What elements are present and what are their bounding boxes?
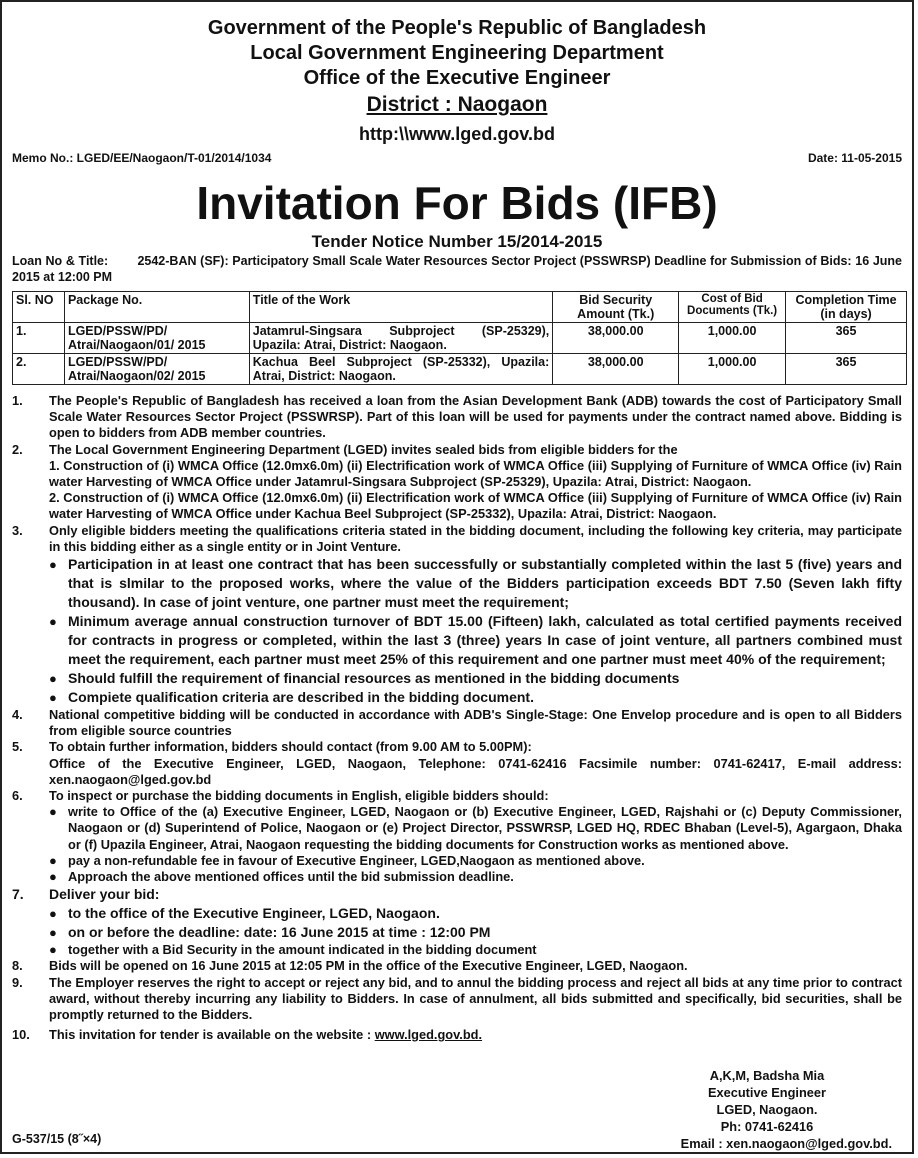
bullet-icon: ●: [49, 942, 57, 958]
col-header-sl: Sl. NO: [13, 292, 65, 323]
clause-2-work-1: [12, 458, 902, 490]
clause-9: [12, 975, 902, 1024]
clause-3-bullets: [12, 555, 902, 707]
tender-notice-number: Tender Notice Number 15/2014-2015: [311, 232, 603, 251]
list-item: [49, 688, 902, 707]
package-table: [12, 291, 907, 385]
notice-body: [2, 393, 912, 1043]
clause-1: [12, 393, 902, 442]
signatory-phone: Ph: 0741-62416: [720, 1119, 814, 1134]
clause-6: [12, 788, 902, 804]
table-row: [13, 323, 907, 354]
footer-code: G-537/15 (8˝×4): [12, 1132, 102, 1146]
clause-text: The People's Republic of Bangladesh has received a loan from the Asian Development Bank (ADB) towards the cost of Participatory Small Scale Water Resources Sector Project (PSSWRSP). Part of this loan will be used for payments under the contract named above. Bidding is open to bidders from ADB member countries.: [49, 393, 902, 441]
clause-8: [12, 958, 902, 974]
clause-number: 4.: [12, 707, 23, 723]
list-item: [49, 555, 902, 612]
clause-5: [12, 739, 902, 755]
cell-title: Jatamrul-Singsara Subproject (SP-25329), Upazila: Atrai, District: Naogaon.: [249, 323, 553, 354]
clause-4: [12, 707, 902, 739]
clause-number: 1.: [12, 393, 23, 408]
bullet-icon: ●: [49, 690, 57, 706]
cell-package: LGED/PSSW/PD/ Atrai/Naogaon/01/ 2015: [64, 323, 249, 354]
clause-7-bullets: [12, 904, 902, 958]
clause-number: 7.: [12, 886, 24, 903]
clause-number: 9.: [12, 974, 23, 990]
cell-title: Kachua Beel Subproject (SP-25332), Upazila: Atrai, District: Naogaon.: [249, 354, 553, 385]
loan-info: Loan No & Title: 2542-BAN (SF): Participatory Small Scale Water Resources Sector Project (PSSWRSP) Deadline for Submission of Bids: 16 June 2015 at 12:00 PM: [12, 254, 906, 284]
bullet-icon: ●: [49, 804, 57, 820]
cell-completion: 365: [786, 323, 907, 354]
clause-text: The Local Government Engineering Department (LGED) invites sealed bids from eligible bidders for the: [49, 441, 678, 457]
bullet-text: write to Office of the (a) Executive Engineer, LGED, Naogaon or (b) Executive Engineer, LGED, Rajshahi or (c) Deputy Commissioner, Naogaon or (d) Superintend of Police, Naogaon or (e) Project Director, PSSWRSP, LGED HQ, RDEC Bhaban (Level-5), Agargaon, Dhaka or (f) Upazila Engineer, Atrai, Naogaon requesting the bidding documents for Construction works as mentioned above.: [68, 804, 902, 852]
bullet-text: pay a non-refundable fee in favour of Executive Engineer, LGED,Naogaon as mentioned above.: [68, 852, 645, 868]
district-title: District : Naogaon: [366, 93, 548, 116]
bullet-list: [49, 904, 902, 958]
clause-2-work-2: [12, 490, 902, 522]
memo-number: Memo No.: LGED/EE/Naogaon/T-01/2014/1034: [12, 151, 272, 165]
clause-10: [12, 1027, 902, 1043]
clause-number: 6.: [12, 788, 23, 804]
clause-5-contact: [12, 756, 902, 788]
signatory-designation: Executive Engineer: [707, 1085, 827, 1100]
clause-text: Bids will be opened on 16 June 2015 at 12:05 PM in the office of the Executive Engineer, LGED, Naogaon.: [49, 958, 688, 974]
list-item: [49, 612, 902, 669]
bullet-text: Approach the above mentioned offices until the bid submission deadline.: [68, 869, 514, 885]
col-header-bid-security: Bid Security Amount (Tk.): [553, 292, 679, 323]
bullet-icon: ●: [49, 906, 57, 922]
bullet-text: Minimum average annual construction turnover of BDT 15.00 (Fifteen) lakh, calculated as total certified payments received for contracts in progress or completed, within the last 3 (three) years In case of joint venture, all partners combined must meet the requirement, each partner must meet 25% of this requirement and one partner must meet 40% of the requirement;: [68, 613, 902, 668]
bullet-icon: ●: [49, 925, 57, 941]
list-item: [49, 904, 902, 923]
clause-number: 8.: [12, 958, 23, 974]
clause-number: 5.: [12, 739, 23, 755]
list-item: [49, 853, 902, 869]
bullet-icon: ●: [49, 614, 57, 630]
cell-cost: 1,000.00: [679, 354, 786, 385]
clause-text: 1. Construction of (i) WMCA Office (12.0mx6.0m) (ii) Electrification work of WMCA Office (iii) Supplying of Furniture of WMCA Office (iv) Rain water Harvesting of WMCA Office under Jatamrul-Singsara Subproject (SP-25329), Upazila: Atrai, District: Naogaon.: [49, 457, 902, 490]
cell-bid-security: 38,000.00: [553, 354, 679, 385]
cell-sl: 2.: [13, 354, 65, 385]
govt-title: Government of the People's Republic of Bangladesh: [207, 17, 707, 39]
clause-6-bullets: [12, 804, 902, 885]
cell-package: LGED/PSSW/PD/ Atrai/Naogaon/02/ 2015: [64, 354, 249, 385]
bullet-icon: ●: [49, 671, 57, 687]
table-header-row: [13, 292, 907, 323]
signature-block: [642, 1067, 892, 1152]
cell-bid-security: 38,000.00: [553, 323, 679, 354]
clause-number: 10.: [12, 1027, 30, 1043]
col-header-title: Title of the Work: [249, 292, 553, 323]
signatory-email: Email : xen.naogaon@lged.gov.bd.: [680, 1136, 892, 1151]
page-title: Invitation For Bids (IFB): [196, 177, 718, 229]
clause-number: 3.: [12, 522, 23, 538]
cell-completion: 365: [786, 354, 907, 385]
clause-7: [12, 885, 902, 904]
bullet-text: on or before the deadline: date: 16 June 2015 at time : 12:00 PM: [68, 924, 491, 941]
clause-text: Deliver your bid:: [49, 886, 160, 903]
cell-sl: 1.: [13, 323, 65, 354]
memo-row: [2, 151, 912, 165]
bullet-list: [49, 555, 902, 707]
clause-10-text: This invitation for tender is available on the website :: [49, 1027, 372, 1043]
cell-cost: 1,000.00: [679, 323, 786, 354]
clause-text: National competitive bidding will be conducted in accordance with ADB's Single-Stage: One Envelop procedure and is open to all Bidders from eligible source countries: [49, 707, 902, 739]
clause-text: [49, 1027, 482, 1043]
table-row: [13, 354, 907, 385]
website-link[interactable]: www.lged.gov.bd.: [374, 1027, 483, 1043]
clause-3: [12, 523, 902, 555]
col-header-completion: Completion Time (in days): [786, 292, 907, 323]
bullet-text: Participation in at least one contract that has been successfully or substantially completed within the last 5 (five) years and that is slmilar to the proposed works, where the value of the Bidders participation exceeds BDT 7.50 (Seven lakh fifty thousand). In case of joint venture, one partner must meet the requirement;: [68, 556, 902, 611]
list-item: [49, 942, 902, 958]
bullet-icon: ●: [49, 557, 57, 573]
website-url: http:\\www.lged.gov.bd: [359, 124, 555, 144]
list-item: [49, 923, 902, 942]
bullet-list: [49, 804, 902, 885]
clause-text: The Employer reserves the right to accept or reject any bid, and to annul the bidding process and reject all bids at any time prior to contract award, without thereby incurring any liability to Bidders. In case of annulment, all bids submitted and specifically, bid securities, shall be promptly returned to the Bidders.: [49, 974, 902, 1023]
bullet-text: Should fulfill the requirement of financial resources as mentioned in the bidding documents: [68, 670, 680, 687]
list-item: [49, 804, 902, 853]
bullet-text: to the office of the Executive Engineer, LGED, Naogaon.: [68, 905, 440, 922]
office-title: Office of the Executive Engineer: [303, 67, 611, 89]
bullet-icon: ●: [49, 869, 57, 885]
clause-number: 2.: [12, 441, 23, 457]
memo-date: Date: 11-05-2015: [807, 151, 902, 165]
signatory-office: LGED, Naogaon.: [716, 1102, 818, 1117]
clause-text: To obtain further information, bidders should contact (from 9.00 AM to 5.00PM):: [49, 739, 532, 755]
bullet-icon: ●: [49, 852, 57, 868]
clause-text: Office of the Executive Engineer, LGED, Naogaon, Telephone: 0741-62416 Facsimile number: 0741-62417, E-mail address: xen.naogaon@lged.gov.bd: [49, 755, 902, 787]
clause-text: 2. Construction of (i) WMCA Office (12.0mx6.0m) (ii) Electrification work of WMCA Office (iii) Supplying of Furniture of WMCA Office (iv) Rain water Harvesting of WMCA Office under Kachua Beel Subproject (SP-25332), Upazila: Atrai, District: Naogaon.: [49, 490, 902, 522]
clause-text: Only eligible bidders meeting the qualifications criteria stated in the bidding document, including the following key criteria, may participate in this bidding either as a single entity or in Joint Venture.: [49, 522, 902, 554]
signatory-name: A,K,M, Badsha Mia: [709, 1068, 825, 1083]
bullet-text: together with a Bid Security in the amount indicated in the bidding document: [68, 942, 537, 958]
department-title: Local Government Engineering Department: [250, 42, 664, 64]
col-header-package: Package No.: [64, 292, 249, 323]
bullet-text: Compiete qualification criteria are described in the bidding document.: [68, 689, 534, 706]
clause-text: To inspect or purchase the bidding documents in English, eligible bidders should:: [49, 788, 549, 804]
list-item: [49, 869, 902, 885]
clause-2: [12, 442, 902, 458]
col-header-cost: Cost of Bid Documents (Tk.): [679, 292, 786, 323]
list-item: [49, 669, 902, 688]
